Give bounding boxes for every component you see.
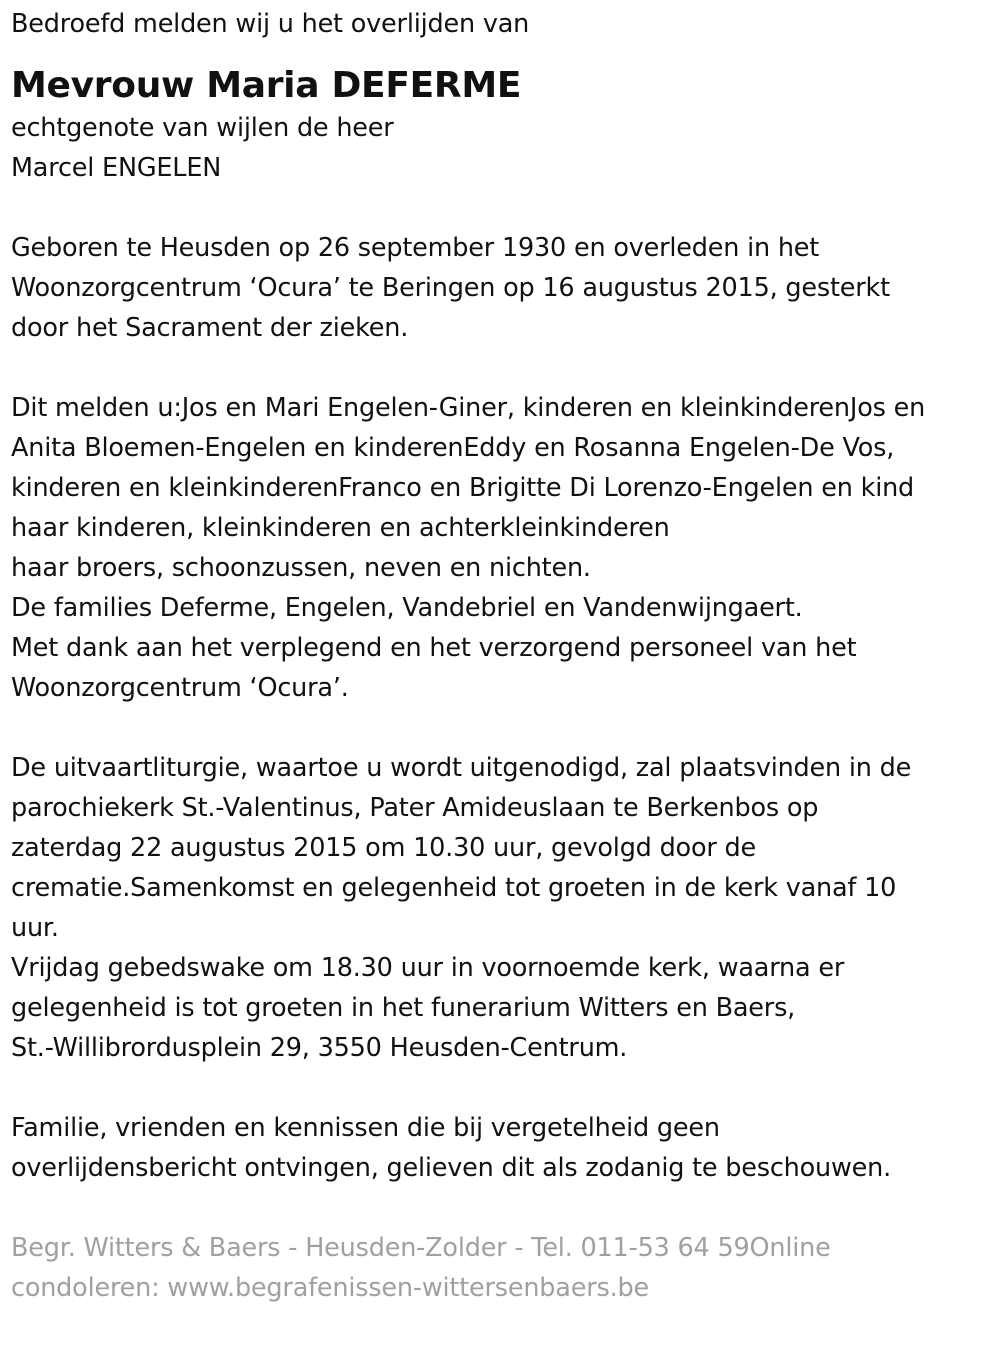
paragraph-line: uur.	[11, 913, 59, 943]
funeral-paragraph	[11, 748, 991, 1068]
paragraph-line: St.-Willibrordusplein 29, 3550 Heusden-Centrum.	[11, 1033, 628, 1063]
paragraph-line: De families Deferme, Engelen, Vandebriel en Vandenwijngaert.	[11, 593, 803, 623]
footer-contact-line: Begr. Witters & Baers - Heusden-Zolder - Tel. 011-53 64 59Online	[11, 1233, 831, 1263]
paragraph-line: parochiekerk St.-Valentinus, Pater Amideuslaan te Berkenbos op	[11, 793, 819, 823]
paragraph-line: Met dank aan het verplegend en het verzorgend personeel van het	[11, 633, 857, 663]
paragraph-line: Woonzorgcentrum ‘Ocura’ te Beringen op 16 augustus 2015, gesterkt	[11, 273, 890, 303]
funeral-home-footer	[11, 1228, 991, 1308]
paragraph-line: Geboren te Heusden op 26 september 1930 en overleden in het	[11, 233, 820, 263]
spouse-name: Marcel ENGELEN	[11, 153, 222, 183]
paragraph-spacer	[11, 348, 991, 388]
paragraph-line: door het Sacrament der zieken.	[11, 313, 409, 343]
paragraph-line: haar kinderen, kleinkinderen en achterkleinkinderen	[11, 513, 670, 543]
paragraph-line: Vrijdag gebedswake om 18.30 uur in voornoemde kerk, waarna er	[11, 953, 845, 983]
paragraph-line: zaterdag 22 augustus 2015 om 10.30 uur, gevolgd door de	[11, 833, 757, 863]
paragraph-line: gelegenheid is tot groeten in het funerarium Witters en Baers,	[11, 993, 796, 1023]
paragraph-line: haar broers, schoonzussen, neven en nichten.	[11, 553, 591, 583]
family-paragraph	[11, 388, 991, 708]
death-notice	[11, 4, 991, 1308]
paragraph-spacer	[11, 1068, 991, 1108]
paragraph-line: crematie.Samenkomst en gelegenheid tot groeten in de kerk vanaf 10	[11, 873, 897, 903]
closing-paragraph	[11, 1108, 991, 1188]
paragraph-spacer	[11, 188, 991, 228]
paragraph-line: overlijdensbericht ontvingen, gelieven dit als zodanig te beschouwen.	[11, 1153, 892, 1183]
paragraph-line: Woonzorgcentrum ‘Ocura’.	[11, 673, 349, 703]
deceased-name: Mevrouw Maria DEFERME	[11, 65, 522, 106]
paragraph-line: kinderen en kleinkinderenFranco en Brigitte Di Lorenzo-Engelen en kind	[11, 473, 915, 503]
intro-text: Bedroefd melden wij u het overlijden van	[11, 9, 530, 39]
paragraph-line: Anita Bloemen-Engelen en kinderenEddy en Rosanna Engelen-De Vos,	[11, 433, 895, 463]
paragraph-line: De uitvaartliturgie, waartoe u wordt uitgenodigd, zal plaatsvinden in de	[11, 753, 912, 783]
paragraph-line: Dit melden u:Jos en Mari Engelen-Giner, kinderen en kleinkinderenJos en	[11, 393, 926, 423]
paragraph-spacer	[11, 1188, 991, 1228]
paragraph-line: Familie, vrienden en kennissen die bij vergetelheid geen	[11, 1113, 720, 1143]
relation-line: echtgenote van wijlen de heer	[11, 113, 394, 143]
paragraph-spacer	[11, 708, 991, 748]
birth-death-paragraph	[11, 228, 991, 348]
footer-website-line: condoleren: www.begrafenissen-wittersenbaers.be	[11, 1273, 649, 1303]
